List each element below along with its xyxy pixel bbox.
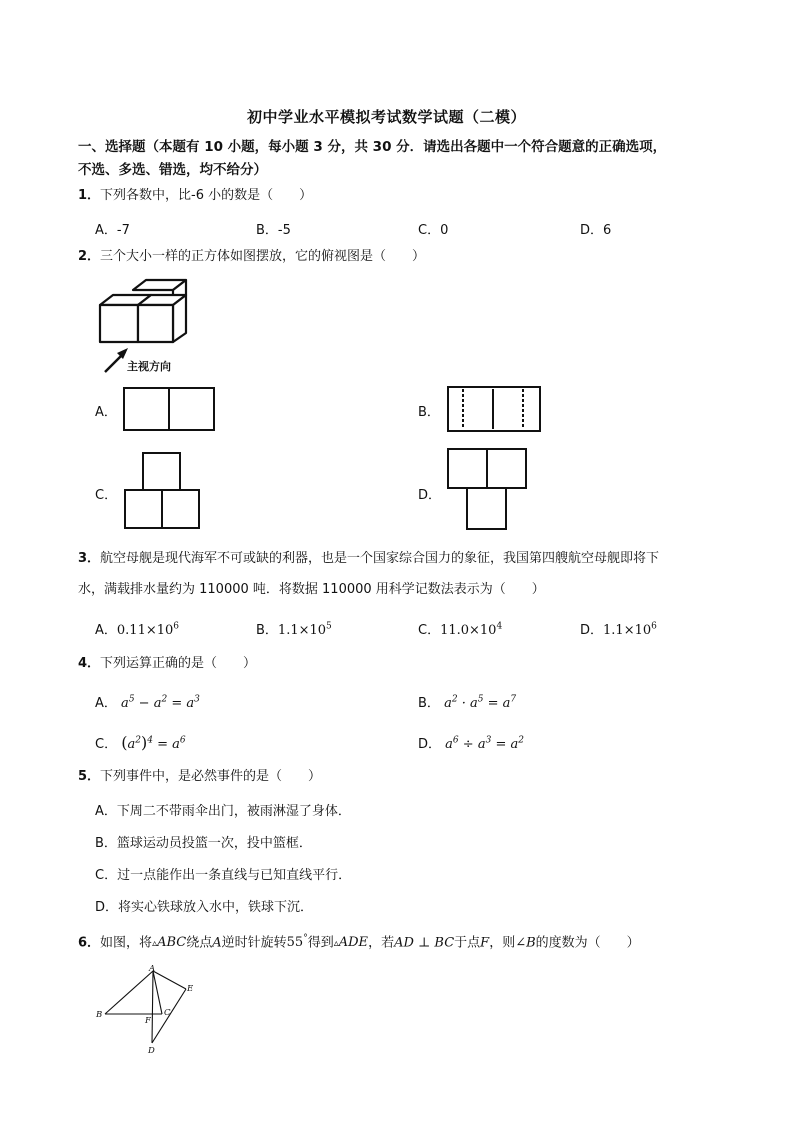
label-c: C	[164, 1008, 171, 1018]
question-3-line2: 水，满载排水量约为 110000 吨．将数据 110000 用科学记数法表示为（ ）	[78, 582, 545, 597]
question-stem: 下列各数中，比-6 小的数是（ ）	[100, 188, 313, 203]
option-exponent: 4	[496, 621, 503, 632]
angle-b: ∠B	[515, 935, 536, 951]
q5-option-d: D．将实心铁球放入水中，铁球下沉．	[95, 900, 314, 915]
point-f: F	[480, 935, 490, 951]
q5-option-a: A．下周二不带雨伞出门，被雨淋湿了身体．	[95, 804, 351, 819]
q3-option-c	[418, 619, 502, 638]
option-label: C．	[418, 623, 441, 638]
question-6	[78, 929, 640, 954]
option-exponent: 6	[651, 621, 657, 632]
stem-part: ，则	[489, 935, 516, 951]
option-formula: $a^6 \div a^3 = a^2$	[445, 735, 524, 752]
q3-option-d	[580, 619, 657, 638]
label-e: E	[187, 984, 194, 994]
stem-part: ，若	[368, 935, 395, 951]
q1-option-b: B．-5	[256, 223, 291, 238]
question-number: 3．	[78, 551, 101, 566]
stem-part: 的度数为（ ）	[535, 935, 640, 951]
question-5	[78, 767, 321, 787]
question-number: 5．	[78, 769, 101, 784]
stem-part: 逆时针旋转	[221, 935, 287, 951]
question-number: 4．	[78, 656, 101, 671]
q1-option-c: C．0	[418, 223, 449, 238]
stem-part: 于点	[454, 935, 481, 951]
section-header-line1: 一、选择题（本题有 10 小题，每小题 3 分，共 30 分．请选出各题中一个符合题意的正确选项，	[78, 139, 667, 155]
label-f: F	[145, 1016, 151, 1026]
question-stem-line1: 航空母舰是现代海军不可或缺的利器，也是一个国家综合国力的象征，我国第四艘航空母舰即将下	[100, 551, 660, 566]
q2-option-c-label: C．	[95, 488, 118, 503]
question-stem: 下列运算正确的是（ ）	[100, 656, 257, 671]
q3-option-b	[256, 619, 332, 638]
q4-option-b	[418, 692, 516, 711]
q4-option-a	[95, 692, 200, 711]
rotation-figure	[92, 965, 202, 1057]
q2-option-a-label: A．	[95, 405, 117, 420]
question-1	[78, 186, 312, 206]
option-formula: $a^5 - a^2 = a^3$	[121, 694, 200, 711]
question-stem: 下列事件中，是必然事件的是（ ）	[100, 769, 322, 784]
point-a: A	[212, 935, 222, 951]
question-stem: 三个大小一样的正方体如图摆放，它的俯视图是（ ）	[100, 249, 426, 264]
label-d: D	[148, 1046, 155, 1056]
option-exponent: 6	[173, 621, 180, 632]
option-value: 1.1×10	[603, 623, 652, 638]
label-a: A	[149, 965, 156, 974]
angle-value: 55°	[286, 934, 308, 951]
q1-option-a: A．-7	[95, 223, 130, 238]
page-title: 初中学业水平模拟考试数学试题（二模）	[247, 108, 527, 126]
section-header-line2: 不选、多选、错选，均不给分）	[78, 162, 267, 178]
stem-part: 得到	[307, 935, 334, 951]
option-value: 0.11×10	[116, 623, 174, 638]
q2-option-a-figure	[122, 386, 216, 432]
q2-option-b-figure	[446, 385, 542, 433]
option-label: B．	[418, 696, 440, 711]
option-label: D．	[418, 737, 442, 752]
question-4	[78, 654, 256, 674]
q5-option-c: C．过一点能作出一条直线与已知直线平行．	[95, 868, 352, 883]
q2-option-d-figure	[446, 447, 528, 531]
stem-part: 如图，将	[100, 935, 153, 951]
option-label: A．	[95, 696, 117, 711]
triangle-ade: ▵ADE	[333, 935, 369, 951]
question-2	[78, 247, 425, 267]
option-label: D．	[580, 623, 604, 638]
option-formula: $(a^2)^4 = a^6$	[121, 733, 186, 752]
option-value: 11.0×10	[440, 623, 497, 638]
option-value: 1.1×10	[277, 623, 327, 638]
option-label: B．	[256, 623, 278, 638]
label-b: B	[96, 1010, 103, 1020]
q2-option-b-label: B．	[418, 405, 440, 420]
q4-option-d	[418, 733, 524, 752]
question-number: 6．	[78, 935, 101, 951]
stem-part: 绕点	[186, 935, 213, 951]
q2-option-d-label: D．	[418, 488, 442, 503]
option-label: A．	[95, 623, 117, 638]
option-formula: $a^2 \cdot a^5 = a^7$	[444, 694, 517, 711]
option-exponent: 5	[326, 621, 332, 632]
q3-option-a	[95, 619, 179, 638]
option-label: C．	[95, 737, 118, 752]
q5-option-b: B．篮球运动员投篮一次，投中篮框．	[95, 836, 312, 851]
question-number: 2．	[78, 249, 101, 264]
triangle-abc: ▵ABC	[152, 935, 187, 951]
q1-option-d: D．6	[580, 223, 612, 238]
view-direction-label: 主视方向	[127, 360, 171, 373]
q4-option-c	[95, 733, 186, 752]
question-number: 1．	[78, 188, 101, 203]
perpendicular-expr: AD ⊥ BC	[394, 935, 455, 951]
q2-option-c-figure	[123, 451, 201, 530]
question-3	[78, 549, 659, 569]
